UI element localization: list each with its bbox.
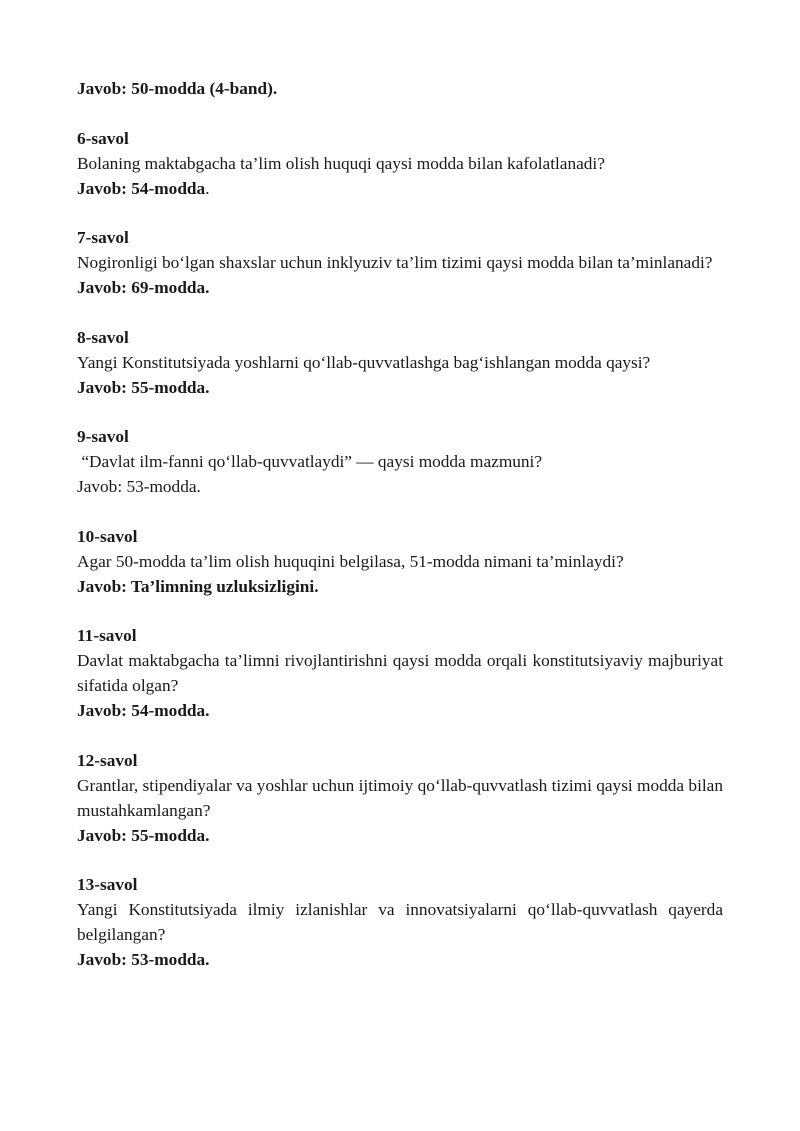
answer-suffix: . (205, 178, 210, 198)
spacer (77, 723, 723, 748)
spacer (77, 599, 723, 624)
question-block-8 (77, 325, 723, 400)
question-block-6 (77, 126, 723, 201)
answer-text: Javob: 69-modda. (77, 278, 210, 297)
answer-text: Javob: 53-modda. (77, 477, 201, 496)
question-heading: 11-savol (77, 626, 137, 645)
answer-text: Javob: Ta’limning uzluksizligini. (77, 576, 319, 596)
answer-text: Javob: 53-modda. (77, 950, 210, 969)
question-text: Grantlar, stipendiyalar va yoshlar uchun ijtimoiy qo‘llab-quvvatlash tizimi qaysi modda bilan mustahkamlangan? (77, 775, 728, 820)
spacer (77, 499, 723, 524)
spacer (77, 201, 723, 226)
document-page (77, 76, 728, 972)
answer-text: Javob: 54-modda (77, 178, 206, 198)
question-text: Nogironligi bo‘lgan shaxslar uchun inklyuziv ta’lim tizimi qaysi modda bilan ta’minlanadi? (77, 253, 713, 272)
question-heading: 8-savol (77, 327, 129, 347)
answer-item-5: Javob: 50-modda (4-band). (77, 79, 278, 98)
question-heading: 7-savol (77, 228, 129, 247)
question-block-13 (77, 872, 728, 972)
question-heading: 12-savol (77, 750, 138, 770)
question-text: Bolaning maktabgacha ta’lim olish huquqi qaysi modda bilan kafolatlanadi? (77, 153, 605, 173)
question-heading: 13-savol (77, 875, 138, 894)
answer-text: Javob: 55-modda. (77, 825, 210, 845)
spacer (77, 101, 723, 126)
question-text: Yangi Konstitutsiyada yoshlarni qo‘llab-quvvatlashga bag‘ishlangan modda qaysi? (77, 352, 651, 372)
question-block-12 (77, 748, 728, 848)
answer-text: Javob: 54-modda. (77, 701, 210, 720)
question-text: Yangi Konstitutsiyada ilmiy izlanishlar va innovatsiyalarni qo‘llab-quvvatlash qayerda belgilangan? (77, 900, 728, 944)
question-heading: 9-savol (77, 427, 129, 446)
spacer (77, 400, 723, 425)
question-block-7 (77, 225, 723, 300)
spacer (77, 848, 723, 873)
question-block-10 (77, 524, 723, 599)
answer-text: Javob: 55-modda. (77, 377, 210, 397)
question-block-9 (77, 424, 723, 499)
question-heading: 10-savol (77, 526, 138, 546)
question-text: Agar 50-modda ta’lim olish huquqini belgilasa, 51-modda nimani ta’minlaydi? (77, 551, 624, 571)
question-text: Davlat maktabgacha ta’limni rivojlantirishni qaysi modda orqali konstitutsiyaviy majburiyat sifatida olgan? (77, 651, 728, 695)
question-block-11 (77, 623, 728, 723)
question-text: “Davlat ilm-fanni qo‘llab-quvvatlaydi” — qaysi modda mazmuni? (77, 452, 543, 471)
spacer (77, 300, 723, 325)
answer-line (77, 176, 723, 201)
question-heading: 6-savol (77, 128, 129, 148)
